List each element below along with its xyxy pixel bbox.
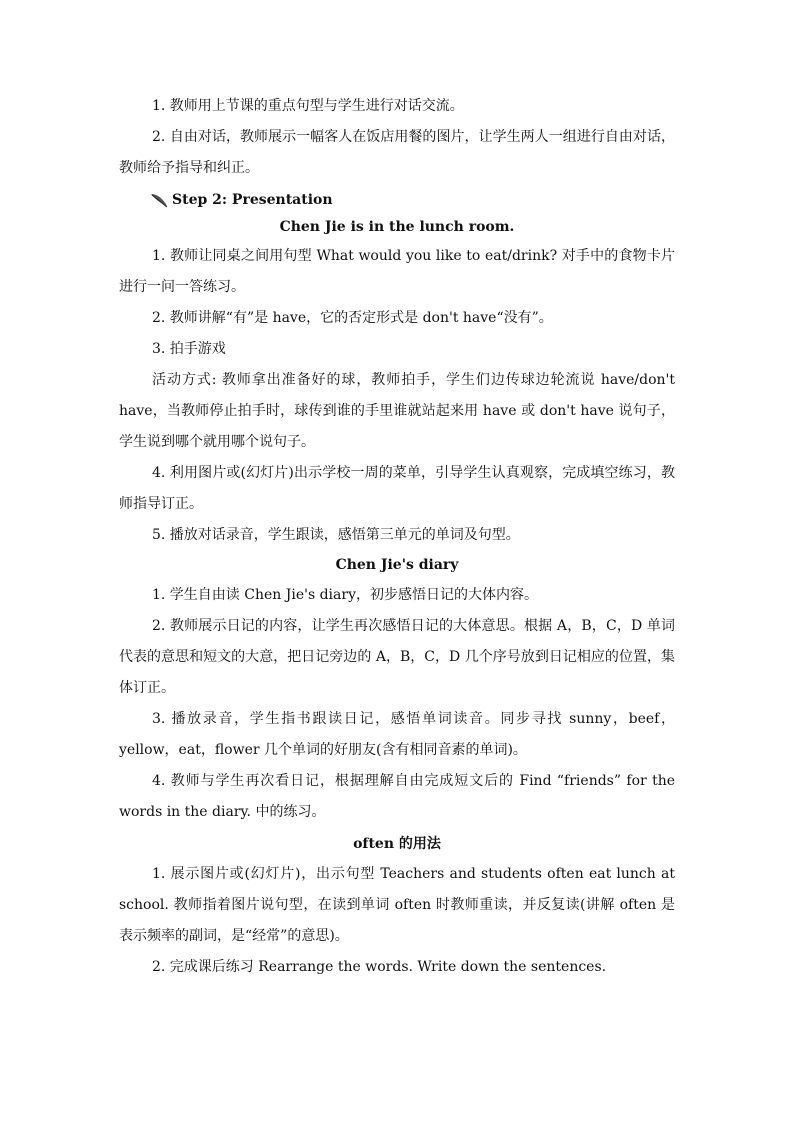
section1-paragraph-4: 活动方式: 教师拿出准备好的球，教师拍手，学生们边传球边轮流说 have/don't have，当教师停止拍手时，球传到谁的手里谁就站起来用 have 或 don't have 说句子，学生说到哪个就用哪个说句子。 bbox=[119, 372, 675, 450]
section3-paragraph-1: 1. 展示图片或(幻灯片)，出示句型 Teachers and students often eat lunch at school. 教师指着图片说句型，在读到单词 often 时教师重读，并反复读(讲解 often 是表示频率的副词，是“经常”的意思)。 bbox=[119, 866, 675, 944]
section2-paragraph-1: 1. 学生自由读 Chen Jie's diary，初步感悟日记的大体内容。 bbox=[152, 587, 538, 603]
section2-paragraph-3: 3. 播放录音，学生指书跟读日记，感悟单词读音。同步寻找 sunny，beef，yellow，eat，flower 几个单词的好朋友(含有相同音素的单词)。 bbox=[119, 711, 675, 758]
section-heading-diary: Chen Jie's diary bbox=[335, 557, 459, 573]
section1-paragraph-3: 3. 拍手游戏 bbox=[152, 341, 226, 357]
intro-paragraph-1: 1. 教师用上节课的重点句型与学生进行对话交流。 bbox=[152, 98, 464, 114]
section2-paragraph-2: 2. 教师展示日记的内容，让学生再次感悟日记的大体意思。根据 A，B，C，D 单词代表的意思和短文的大意，把日记旁边的 A，B，C，D 几个序号放到日记相应的位置，集体订正。 bbox=[119, 618, 675, 696]
step-2-heading bbox=[150, 188, 333, 212]
section-heading-lunch-room: Chen Jie is in the lunch room. bbox=[279, 219, 515, 235]
section1-paragraph-2: 2. 教师讲解“有”是 have，它的否定形式是 don't have“没有”。 bbox=[152, 310, 553, 326]
section3-paragraph-2: 2. 完成课后练习 Rearrange the words. Write down the sentences. bbox=[152, 959, 607, 975]
intro-paragraph-2: 2. 自由对话，教师展示一幅客人在饭店用餐的图片，让学生两人一组进行自由对话，教师给予指导和纠正。 bbox=[119, 129, 675, 176]
section-heading-often: often 的用法 bbox=[353, 836, 441, 852]
section2-paragraph-4: 4. 教师与学生再次看日记，根据理解自由完成短文后的 Find “friends” for the words in the diary. 中的练习。 bbox=[119, 773, 675, 820]
feather-pen-icon bbox=[150, 191, 170, 209]
section1-paragraph-6: 5. 播放对话录音，学生跟读，感悟第三单元的单词及句型。 bbox=[152, 527, 520, 543]
section1-paragraph-1: 1. 教师让同桌之间用句型 What would you like to eat/drink? 对手中的食物卡片进行一问一答练习。 bbox=[119, 248, 675, 295]
step-2-title: Step 2: Presentation bbox=[172, 192, 333, 208]
section1-paragraph-5: 4. 利用图片或(幻灯片)出示学校一周的菜单，引导学生认真观察，完成填空练习，教师指导订正。 bbox=[119, 465, 675, 512]
